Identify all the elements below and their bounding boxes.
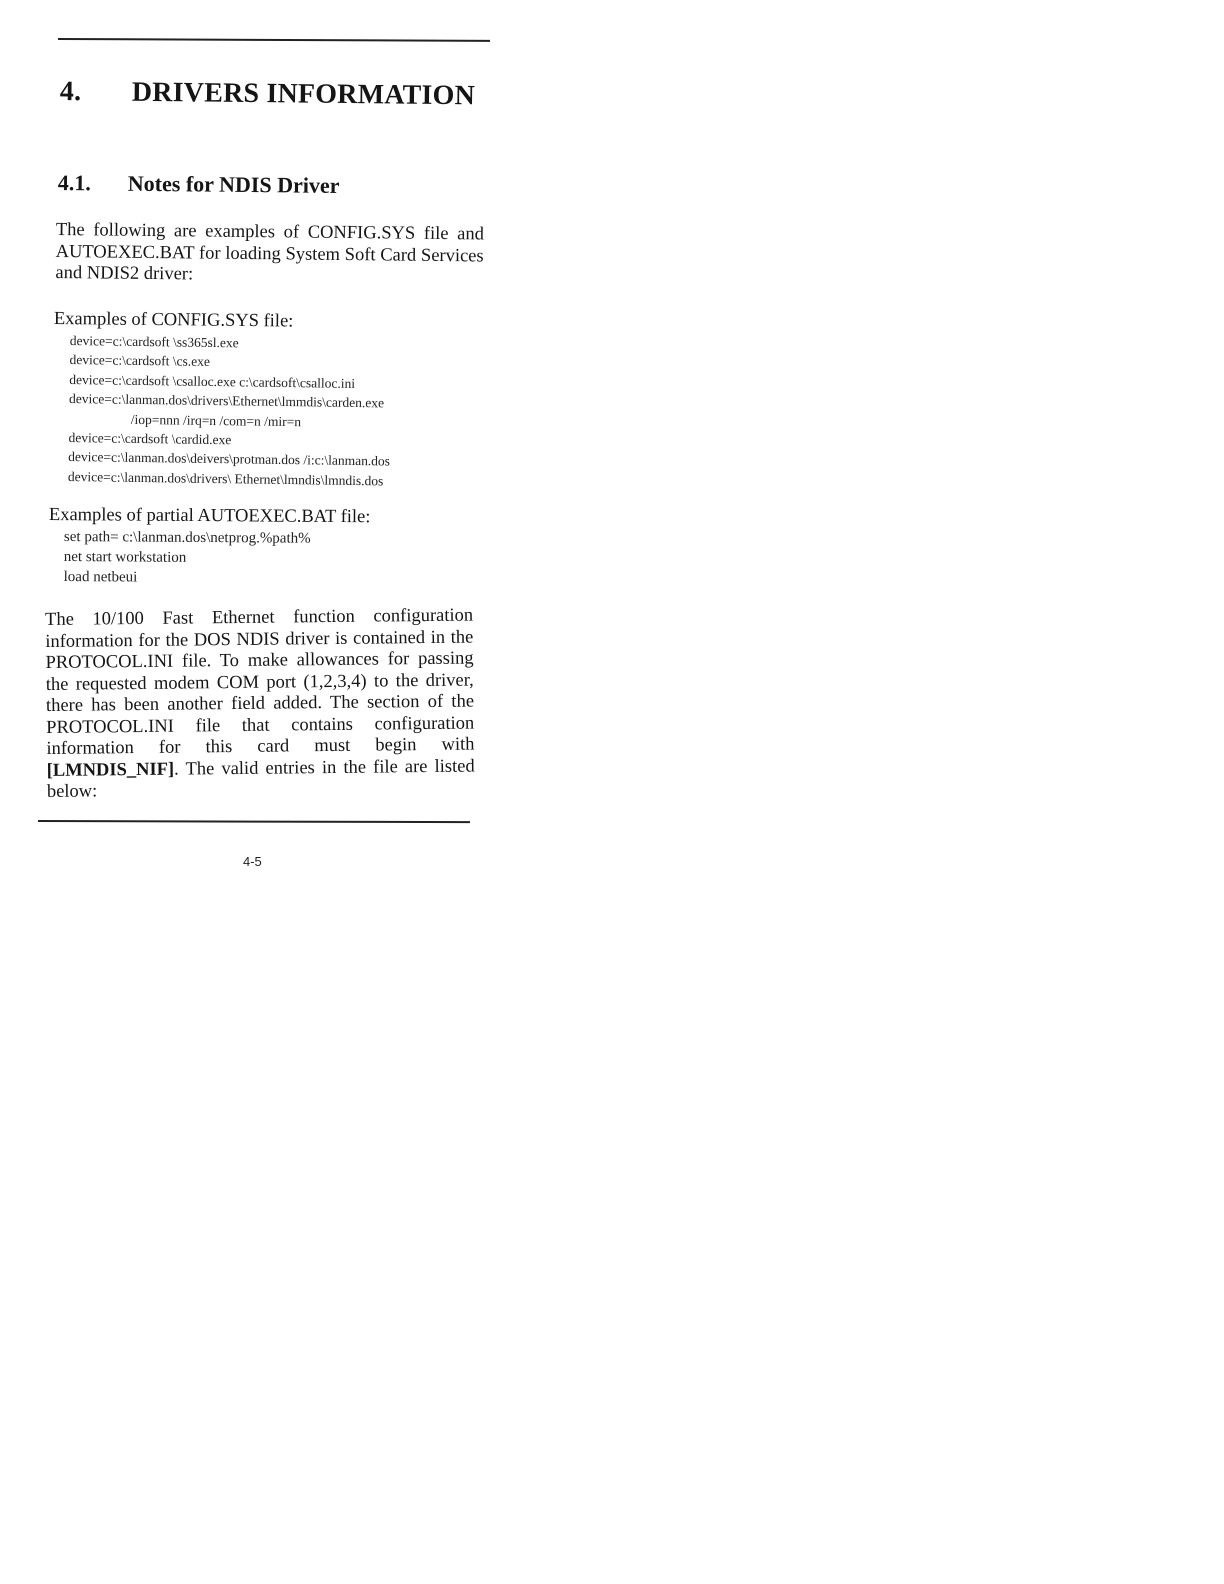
- config-line: device=c:\cardsoft \cs.exe: [69, 352, 210, 370]
- config-line: device=c:\lanman.dos\drivers\ Ethernet\lmndis\lmndis.dos: [67, 468, 384, 489]
- chapter-number: 4.: [59, 76, 82, 108]
- section-tag: [LMNDIS_NIF]: [46, 759, 175, 781]
- config-line: device=c:\lanman.dos\drivers\Ethernet\lmmdis\carden.exe: [68, 391, 385, 411]
- config-line: device=c:\cardsoft \cardid.exe: [68, 430, 232, 448]
- page-number: 4-5: [243, 854, 262, 869]
- intro-paragraph: The following are examples of CONFIG.SYS file and AUTOEXEC.BAT for loading System Soft Card Services and NDIS2 driver:: [55, 220, 484, 285]
- autoexec-line: set path= c:\lanman.dos\netprog.%path%: [63, 528, 311, 547]
- config-sys-label: Examples of CONFIG.SYS file:: [53, 309, 294, 332]
- config-line: device=c:\cardsoft \ss365sl.exe: [69, 332, 239, 351]
- bottom-rule: [38, 820, 470, 823]
- config-line: device=c:\lanman.dos\deivers\protman.dos /i:c:\lanman.dos: [68, 449, 391, 469]
- protocol-paragraph: [45, 606, 475, 804]
- protocol-text-end: . The valid entries in the file are listed below:: [46, 756, 475, 802]
- autoexec-bat-lines: [64, 527, 311, 589]
- section-title: Notes for NDIS Driver: [127, 170, 340, 198]
- config-line: device=c:\cardsoft \csalloc.exe c:\cardsoft\csalloc.ini: [69, 371, 356, 391]
- config-line-continuation: /iop=nnn /irq=n /com=n /mir=n: [130, 411, 302, 429]
- chapter-title: DRIVERS INFORMATION: [131, 76, 476, 112]
- section-number: 4.1.: [57, 170, 91, 196]
- autoexec-bat-label: Examples of partial AUTOEXEC.BAT file:: [48, 505, 371, 528]
- protocol-text-start: The 10/100 Fast Ethernet function configuration information for the DOS NDIS driver is contained in the PROTOCOL.INI file. To make allowances for passing the requested modem COM port (1,2,3,4) to the driver, there has been another field added. The section of the PROTOCOL.INI file that contains configuration information for this card must begin with: [45, 605, 475, 759]
- section-heading: [58, 170, 340, 199]
- config-sys-lines: [68, 331, 392, 491]
- chapter-heading: [60, 76, 476, 112]
- autoexec-line: load netbeui: [63, 568, 138, 586]
- autoexec-line: net start workstation: [63, 548, 187, 566]
- top-rule: [58, 38, 490, 42]
